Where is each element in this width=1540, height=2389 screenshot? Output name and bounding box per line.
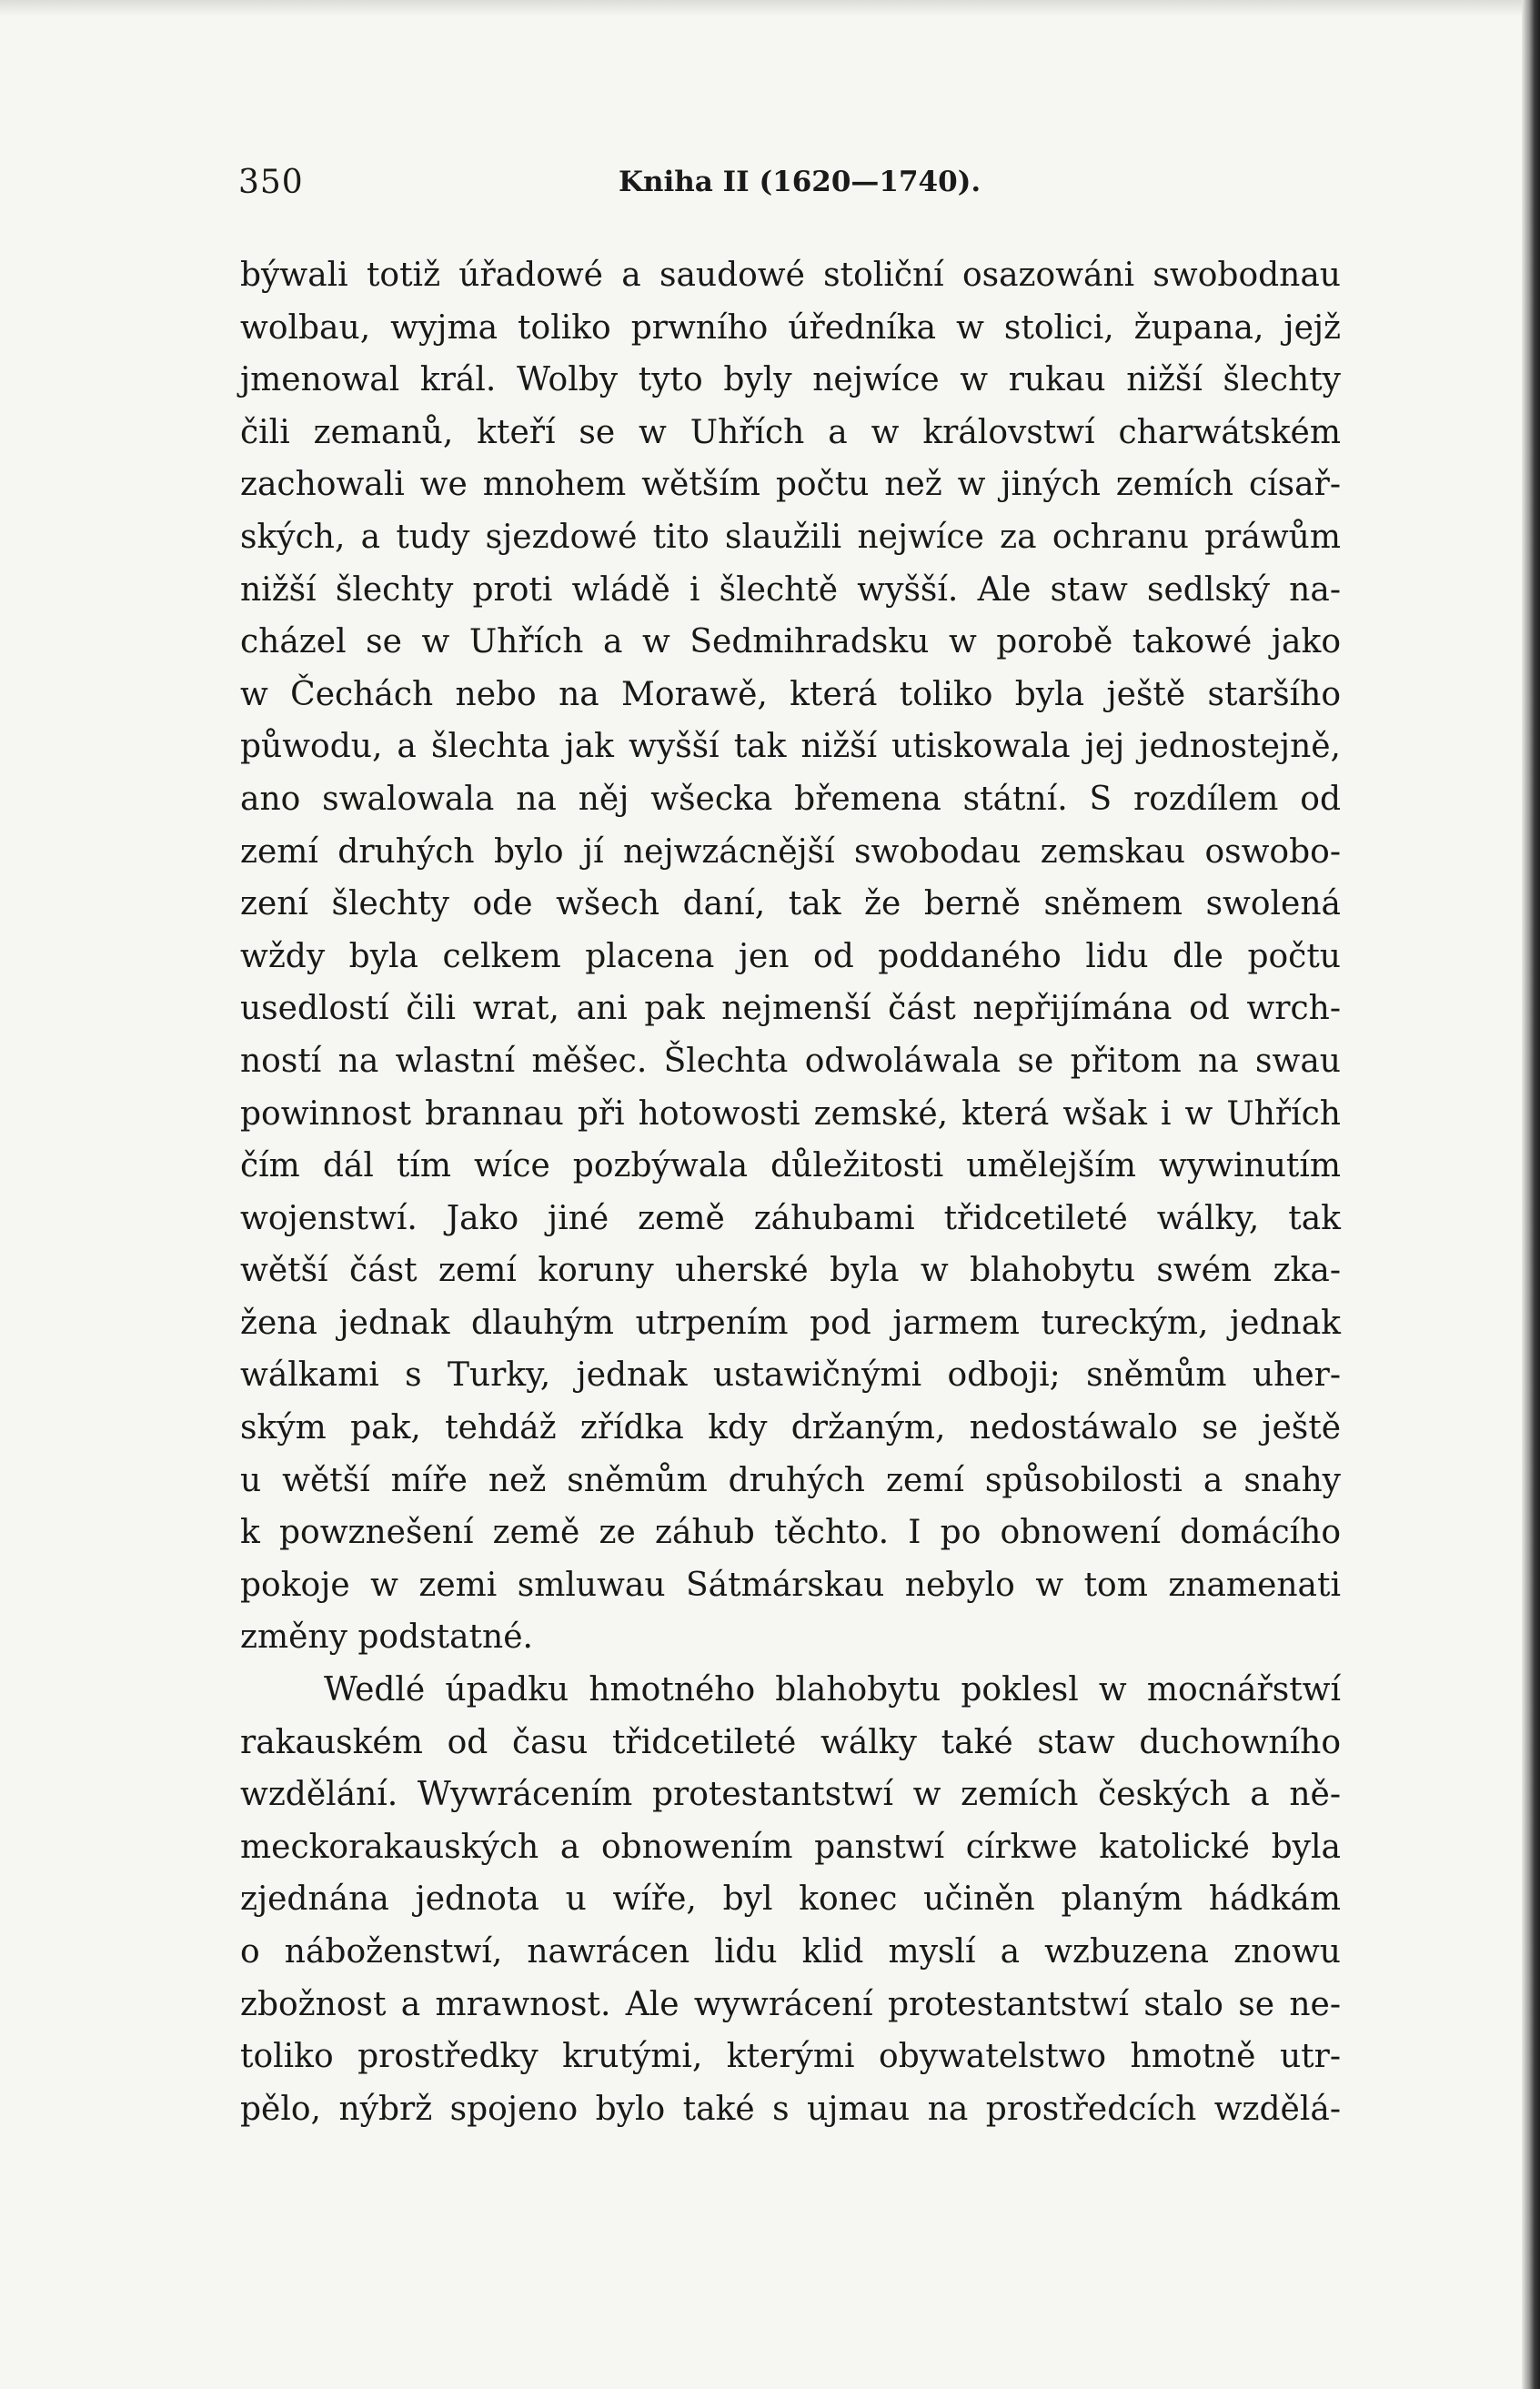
text-line: čili zemanů, kteří se w Uhřích a w královstwí charwátském xyxy=(240,413,1341,451)
text-line: zjednána jednota u wíře, byl konec učiněn planým hádkám xyxy=(240,1880,1341,1919)
text-line: wálkami s Turky, jednak ustawičnými odboji; sněmům uher- xyxy=(240,1356,1341,1395)
running-head: Kniha II (1620—1740). xyxy=(619,166,981,198)
text-line: pělo, nýbrž spojeno bylo také s ujmau na prostředcích wzdělá- xyxy=(240,2090,1341,2128)
page-top-edge xyxy=(0,0,1540,16)
text-line: wětší část zemí koruny uherské byla w blahobytu swém zka- xyxy=(240,1252,1341,1290)
text-line: ských, a tudy sjezdowé tito slaužili nejwíce za ochranu práwům xyxy=(240,518,1341,556)
text-line: čím dál tím wíce pozbýwala důležitosti umělejším wywinutím xyxy=(240,1147,1341,1185)
text-line: zemí druhých bylo jí nejwzácnější swobodau zemskau oswobo- xyxy=(240,832,1341,871)
text-line: ským pak, tehdáž zřídka kdy držaným, nedostáwalo se ještě xyxy=(240,1409,1341,1447)
body-text xyxy=(240,249,1341,2135)
text-line: zení šlechty ode wšech daní, tak že berně sněmem swolená xyxy=(240,885,1341,923)
text-line: jmenowal král. Wolby tyto byly nejwíce w rukau nižší šlechty xyxy=(240,361,1341,399)
text-line: rakauském od času třidcetileté wálky také staw duchowního xyxy=(240,1723,1341,1761)
text-line: wzdělání. Wywrácením protestantstwí w zemích českých a ně- xyxy=(240,1776,1341,1814)
text-line: býwali totiž úřadowé a saudowé stoliční osazowáni swobodnau xyxy=(240,257,1341,294)
page-number: 350 xyxy=(238,164,304,201)
text-line: wojenstwí. Jako jiné země záhubami třidcetileté wálky, tak xyxy=(240,1199,1341,1237)
text-line: ano swalowala na něj wšecka břemena státní. S rozdílem od xyxy=(240,780,1341,818)
text-line: u wětší míře než sněmům druhých zemí spůsobilosti a snahy xyxy=(240,1461,1341,1499)
text-line: zachowali we mnohem wětším počtu než w jiných zemích císař- xyxy=(240,466,1341,504)
text-line: meckorakauských a obnowením panstwí církwe katolické byla xyxy=(240,1828,1341,1866)
text-line: nižší šlechty proti wládě i šlechtě wyšší. Ale staw sedlský na- xyxy=(240,570,1341,609)
text-line: usedlostí čili wrat, ani pak nejmenší část nepřijímána od wrch- xyxy=(240,990,1341,1028)
text-line: powinnost brannau při hotowosti zemské, která wšak i w Uhřích xyxy=(240,1094,1341,1133)
text-line: změny podstatné. xyxy=(240,1618,533,1657)
text-line: o náboženstwí, nawrácen lidu klid myslí a wzbuzena znowu xyxy=(240,1933,1341,1971)
text-line: půwodu, a šlechta jak wyšší tak nižší utiskowala jej jednostejně, xyxy=(240,728,1341,766)
page-header xyxy=(238,164,1339,209)
text-line: wždy byla celkem placena jen od poddaného lidu dle počtu xyxy=(240,937,1341,975)
text-line: ností na wlastní měšec. Šlechta odwoláwala se přitom na swau xyxy=(240,1042,1341,1080)
text-line: Wedlé úpadku hmotného blahobytu poklesl w mocnářstwí xyxy=(324,1671,1341,1709)
page-right-edge xyxy=(1522,0,1540,2389)
text-line: zbožnost a mrawnost. Ale wywrácení protestantstwí stalo se ne- xyxy=(240,1985,1341,2023)
text-line: žena jednak dlauhým utrpením pod jarmem tureckým, jednak xyxy=(240,1304,1341,1342)
text-line: pokoje w zemi smluwau Sátmárskau nebylo w tom znamenati xyxy=(240,1566,1341,1604)
text-line: toliko prostředky krutými, kterými obywatelstwo hmotně utr- xyxy=(240,2038,1341,2076)
text-line: cházel se w Uhřích a w Sedmihradsku w porobě takowé jako xyxy=(240,623,1341,661)
text-line: k powznešení země ze záhub těchto. I po obnowení domácího xyxy=(240,1514,1341,1552)
text-line: wolbau, wyjma toliko prwního úředníka w stolici, župana, jejž xyxy=(240,308,1341,347)
text-line: w Čechách nebo na Morawě, která toliko byla ještě staršího xyxy=(240,675,1341,713)
